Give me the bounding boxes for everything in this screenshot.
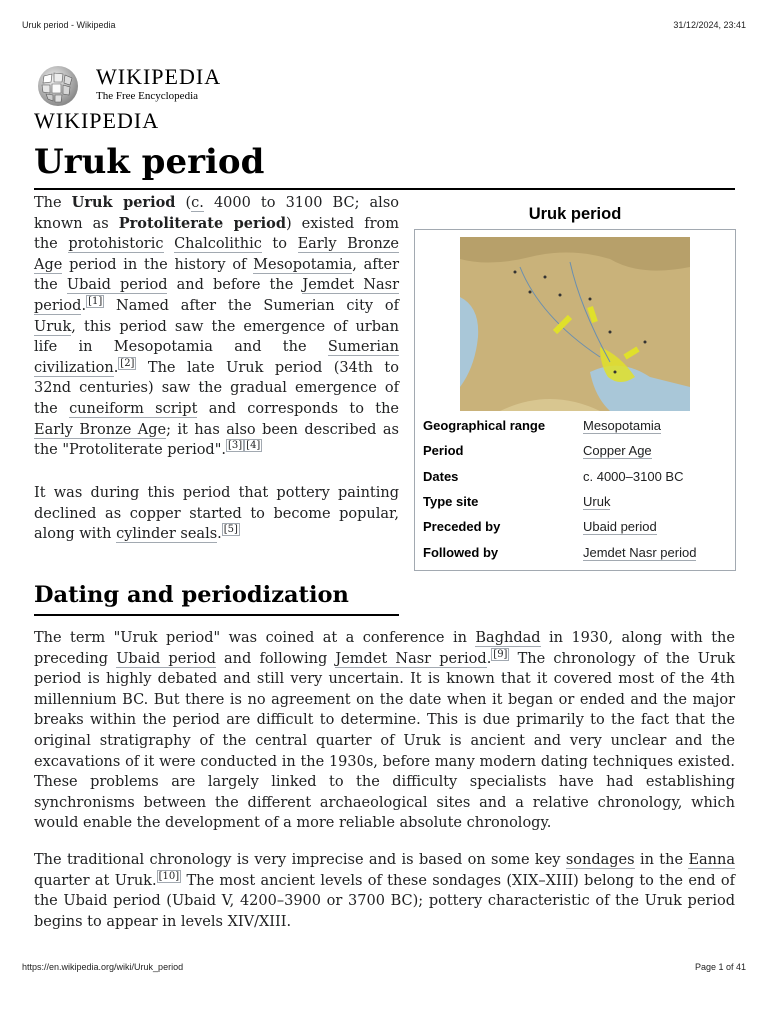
infobox-value-link[interactable]: Jemdet Nasr period <box>583 545 697 560</box>
infobox-title: Uruk period <box>528 205 622 223</box>
infobox-label: Followed by <box>423 545 499 560</box>
reference-4[interactable]: [4] <box>246 440 261 452</box>
wikipedia-logo[interactable] <box>34 62 224 110</box>
mesopotamia-map-image[interactable] <box>460 237 690 411</box>
print-tab-title: Uruk period - Wikipedia <box>22 20 116 30</box>
title-divider <box>34 188 735 190</box>
page-title: Uruk period <box>34 142 265 182</box>
print-page-number: Page 1 of 41 <box>694 962 746 972</box>
infobox-row-type-site <box>423 494 727 519</box>
section-heading-dating: Dating and periodization <box>34 582 349 608</box>
infobox-row-dates <box>423 469 727 494</box>
intro-paragraph-2: It was during this period that pottery painting declined as copper started to become popular, along with cylinder seals. [5] <box>34 485 399 543</box>
infobox-value-link[interactable]: Copper Age <box>583 443 652 458</box>
print-header <box>22 20 746 30</box>
infobox-label: Geographical range <box>423 418 546 433</box>
reference-3[interactable]: [3] <box>228 440 243 452</box>
infobox-value: c. 4000–3100 BC <box>583 469 684 484</box>
section-divider <box>34 614 399 616</box>
infobox-label: Period <box>423 443 464 458</box>
reference-1[interactable]: [1] <box>88 296 103 308</box>
print-url[interactable]: https://en.wikipedia.org/wiki/Uruk_period <box>22 962 184 972</box>
infobox-row-period <box>423 443 727 468</box>
infobox <box>414 229 736 571</box>
link-jemdet-nasr-period-2[interactable]: Jemdet Nasr period <box>335 650 487 667</box>
wikipedia-wordmark-secondary: WIKIPEDIA <box>34 108 160 133</box>
link-jemdet-nasr-period[interactable]: Jemdet Nasr period <box>34 277 400 314</box>
infobox-row-preceded-by <box>423 519 727 544</box>
wikipedia-globe-icon <box>34 64 86 108</box>
infobox-row-followed-by <box>423 545 727 570</box>
link-early-bronze-age-2[interactable]: Early Bronze Age <box>34 421 167 438</box>
link-cuneiform-script[interactable]: cuneiform script <box>69 400 198 417</box>
link-uruk[interactable]: Uruk <box>34 318 72 335</box>
reference-5[interactable]: [5] <box>223 524 238 536</box>
print-timestamp: 31/12/2024, 23:41 <box>673 20 746 30</box>
infobox-label: Dates <box>423 469 459 484</box>
infobox-label: Preceded by <box>423 519 501 534</box>
wikipedia-wordmark: WIKIPEDIA <box>96 64 222 89</box>
link-sumerian-civilization[interactable]: Sumerian civilization <box>34 339 399 376</box>
link-ubaid-period-2[interactable]: Ubaid period <box>116 650 216 667</box>
infobox-value-link[interactable]: Ubaid period <box>583 519 657 534</box>
print-footer <box>22 962 746 972</box>
link-mesopotamia[interactable]: Mesopotamia <box>253 256 353 273</box>
link-cylinder-seals[interactable]: cylinder seals <box>116 526 218 543</box>
infobox-row-geographical-range <box>423 418 727 443</box>
link-baghdad[interactable]: Baghdad <box>475 630 541 646</box>
infobox-value-link[interactable]: Uruk <box>583 494 611 509</box>
intro-paragraph-1: The Uruk period (c. 4000 to 3100 BC; also known as Protoliterate period) existed from the protohistoric Chalcolithic to Early Bronze Age period in the history of Mesopotamia, after the Ubaid period and before the Jemdet Nasr period. [1] Named after the Sumerian city of Uruk, this period saw the emergence of urban life in Mesopotamia and the Sumerian civilization. [2] The late Uruk period (34th to 32nd centuries) saw the gradual emergence of the cuneiform script and corresponds to the Early Bronze Age; it has also been described as the "Protoliterate period". [3] [4] <box>34 194 400 459</box>
reference-9[interactable]: [9] <box>493 648 508 660</box>
link-sondages[interactable]: sondages <box>565 852 635 868</box>
wikipedia-tagline: The Free Encyclopedia <box>96 90 199 102</box>
dating-paragraph-2: The traditional chronology is very imprecise and is based on some key sondages in the Eanna quarter at Uruk. [10] The most ancient levels of these sondages (XIX–XIII) belong to the end of the Ubaid period (Ubaid V, 4200–3900 or 3700 BC); pottery characteristic of the Uruk period begins to appear in levels XIV/XIII. <box>34 852 735 930</box>
infobox-label: Type site <box>423 494 479 509</box>
dating-paragraph-1: The term "Uruk period" was coined at a conference in Baghdad in 1930, along with the preceding Ubaid period and following Jemdet Nasr period. [9] The chronology of the Uruk period is highly debated and still very uncertain. It is known that it covered most of the 4th millennium BC. But there is no agreement on the date when it began or ended and the major breaks within the period are difficult to determine. This is due primarily to the fact that the original stratigraphy of the central quarter of Uruk is ancient and very unclear and the excavations of it were conducted in the 1930s, before many modern dating techniques existed. These problems are largely linked to the difficulty specialists have had establishing synchronisms between the different archaeological sites and a relative chronology, which would enable the development of a more reliable absolute chronology. <box>34 630 735 832</box>
link-protohistoric[interactable]: protohistoric <box>68 236 164 253</box>
link-eanna[interactable]: Eanna <box>688 852 735 868</box>
link-circa[interactable]: c. <box>191 195 204 211</box>
reference-10[interactable]: [10] <box>158 870 180 882</box>
infobox-value-link[interactable]: Mesopotamia <box>583 418 662 433</box>
link-ubaid-period[interactable]: Ubaid period <box>66 277 168 294</box>
link-early-bronze-age[interactable]: Early Bronze Age <box>34 236 400 273</box>
link-chalcolithic[interactable]: Chalcolithic <box>174 236 262 253</box>
reference-2[interactable]: [2] <box>120 357 135 369</box>
